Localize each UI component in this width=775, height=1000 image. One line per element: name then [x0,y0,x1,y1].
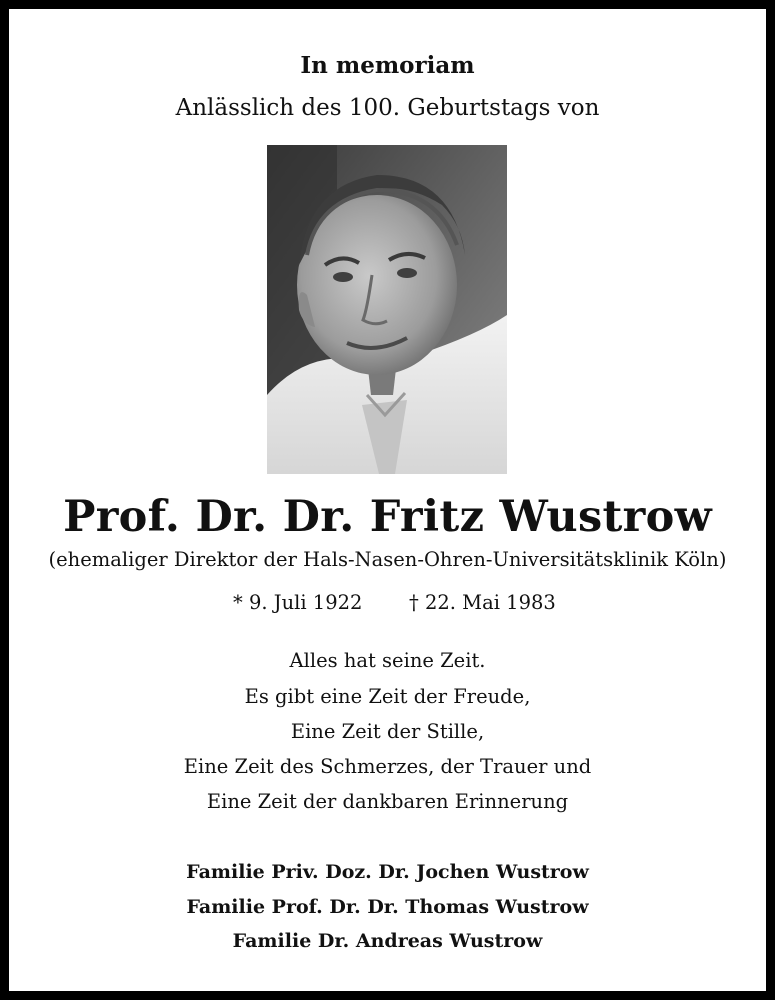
death-date: † 22. Mai 1983 [409,591,556,614]
verse-line: Eine Zeit der dankbaren Erinnerung [206,790,569,813]
deceased-role: (ehemaliger Direktor der Hals-Nasen-Ohren-Universitätsklinik Köln) [48,548,727,571]
deceased-name: Prof. Dr. Dr. Fritz Wustrow [63,492,712,542]
portrait-illustration [267,145,507,474]
obituary-card [9,9,766,991]
heading-in-memoriam: In memoriam [300,52,475,79]
verse-line: Es gibt eine Zeit der Freude, [244,685,531,708]
portrait-photo [267,145,507,474]
verse-line: Eine Zeit der Stille, [290,720,485,743]
occasion-text: Anlässlich des 100. Geburtstags von [175,95,600,121]
family-signature: Familie Priv. Doz. Dr. Jochen Wustrow [186,861,589,883]
birth-date: * 9. Juli 1922 [233,591,363,614]
life-dates [9,591,766,621]
family-signature: Familie Prof. Dr. Dr. Thomas Wustrow [186,896,589,918]
verse-line: Eine Zeit des Schmerzes, der Trauer und [183,755,592,778]
family-signature: Familie Dr. Andreas Wustrow [232,930,543,952]
verse-line: Alles hat seine Zeit. [289,649,486,672]
